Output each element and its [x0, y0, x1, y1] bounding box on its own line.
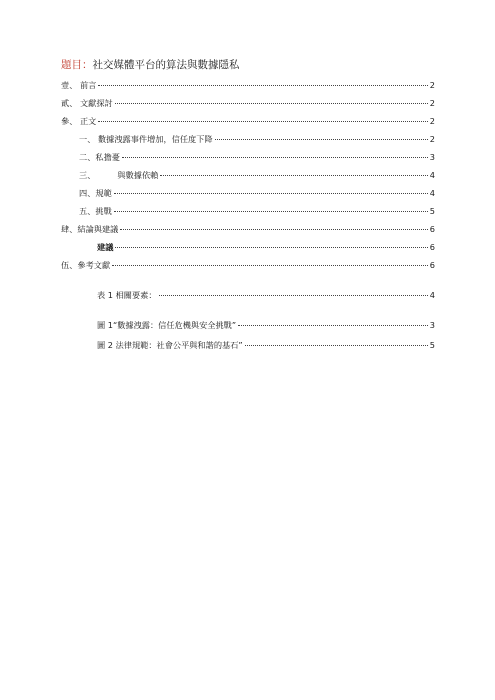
figure-entry-page: 3: [429, 320, 435, 330]
toc-leader-dots: [120, 229, 427, 230]
toc-entry-recommendations[interactable]: [97, 242, 435, 253]
toc-entry-label: 參、 正文: [61, 116, 97, 126]
toc-entry-preface[interactable]: [61, 80, 435, 91]
figure-entry-page: 5: [429, 340, 435, 350]
toc-entry-references[interactable]: [61, 260, 435, 271]
figure-entry-label: 圖 1“數據洩露：信任危機與安全挑戰”: [97, 320, 237, 330]
title-label: 題目：: [61, 59, 93, 71]
figure-list-entry-2[interactable]: [97, 340, 435, 351]
toc-entry-page: 2: [429, 80, 435, 90]
toc-entry-page: 2: [429, 116, 435, 126]
toc-leader-dots: [122, 157, 428, 158]
figure-entry-label: 圖 2 法律規範：社會公平與和諧的基石”: [97, 340, 243, 350]
document-title: [61, 58, 240, 72]
toc-entry-section-4[interactable]: [79, 188, 435, 199]
toc-entry-label: 五、挑戰: [79, 206, 112, 216]
toc-entry-label: 壹、 前言: [61, 80, 97, 90]
toc-entry-label: 建議: [97, 242, 114, 252]
toc-leader-dots: [115, 103, 428, 104]
title-text: 社交媒體平台的算法與數據隱私: [92, 59, 240, 71]
toc-entry-section-1[interactable]: [79, 134, 435, 145]
toc-entry-conclusion[interactable]: [61, 224, 435, 235]
toc-entry-page: 5: [429, 206, 435, 216]
toc-entry-page: 6: [429, 260, 435, 270]
toc-entry-page: 6: [429, 242, 435, 252]
toc-entry-label: 一、 數據洩露事件增加，信任度下降: [79, 134, 213, 144]
toc-entry-label: 二、私擔憂: [79, 152, 120, 162]
toc-entry-page: 6: [429, 224, 435, 234]
toc-entry-page: 4: [429, 170, 435, 180]
toc-leader-dots: [115, 247, 427, 248]
toc-entry-page: 4: [429, 188, 435, 198]
toc-entry-page: 2: [429, 134, 435, 144]
toc-leader-dots: [98, 85, 427, 86]
toc-entry-label: 貳、 文獻探討: [61, 98, 113, 108]
toc-leader-dots: [112, 265, 428, 266]
toc-entry-label: 伍、參考文獻: [61, 260, 111, 270]
table-list-entry-1[interactable]: [97, 290, 435, 301]
toc-leader-dots: [160, 175, 427, 176]
toc-leader-dots: [245, 345, 428, 346]
table-entry-label: 表 1 相關要素：: [97, 290, 157, 300]
toc-entry-page: 3: [429, 152, 435, 162]
toc-leader-dots: [238, 325, 428, 326]
toc-entry-label: 與數據依賴: [117, 170, 159, 180]
toc-entry-section-3[interactable]: [79, 170, 435, 181]
toc-leader-dots: [215, 139, 428, 140]
toc-leader-dots: [98, 121, 427, 122]
table-entry-page: 4: [429, 290, 435, 300]
toc-leader-dots: [114, 193, 428, 194]
toc-entry-label: 肆、結論與建議: [61, 224, 119, 234]
toc-entry-section-5[interactable]: [79, 206, 435, 217]
figure-list-entry-1[interactable]: [97, 320, 435, 331]
toc-entry-section-2[interactable]: [79, 152, 435, 163]
toc-entry-label-prefix: 三、: [79, 170, 96, 180]
toc-leader-dots: [114, 211, 428, 212]
toc-leader-dots: [159, 295, 428, 296]
toc-entry-page: 2: [429, 98, 435, 108]
toc-entry-literature-review[interactable]: [61, 98, 435, 109]
toc-entry-label: 四、規範: [79, 188, 112, 198]
toc-entry-main-body[interactable]: [61, 116, 435, 127]
